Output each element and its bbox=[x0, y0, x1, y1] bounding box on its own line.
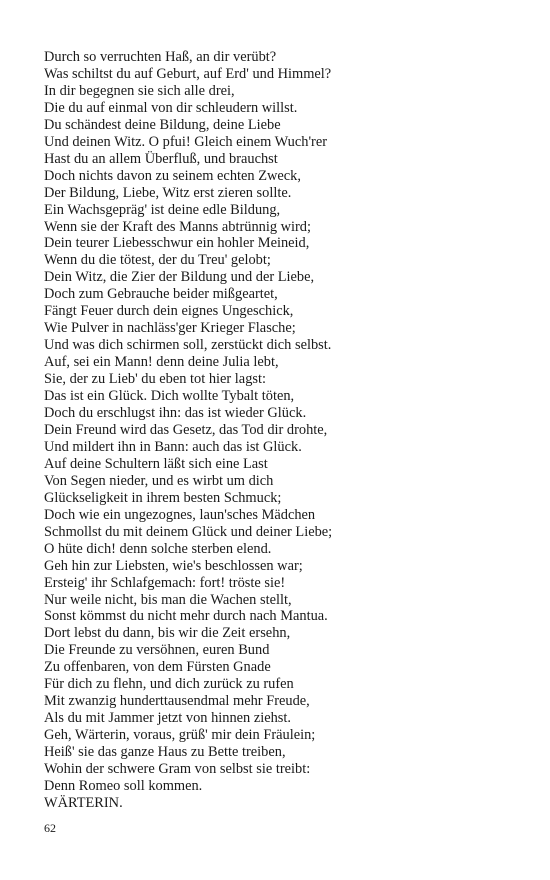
verse-line: Dort lebst du dann, bis wir die Zeit ersehn, bbox=[44, 625, 291, 642]
verse-line: Dein Witz, die Zier der Bildung und der Liebe, bbox=[44, 269, 315, 286]
verse-line: Durch so verruchten Haß, an dir verübt? bbox=[44, 49, 277, 65]
verse-line: Wenn sie der Kraft des Manns abtrünnig wird; bbox=[44, 218, 311, 235]
verse-line: Von Segen nieder, und es wirbt um dich bbox=[44, 472, 274, 489]
verse-line: Doch wie ein ungezognes, laun'sches Mädchen bbox=[44, 506, 316, 523]
verse-line: Ersteig' ihr Schlafgemach: fort! tröste sie! bbox=[44, 574, 286, 591]
verse-line: Denn Romeo soll kommen. bbox=[44, 777, 203, 794]
verse-line: Sie, der zu Lieb' du eben tot hier lagst: bbox=[44, 371, 266, 388]
verse-line: Du schändest deine Bildung, deine Liebe bbox=[44, 116, 281, 133]
verse-line: Das ist ein Glück. Dich wollte Tybalt töten, bbox=[44, 388, 295, 405]
verse-line: Glückseligkeit in ihrem besten Schmuck; bbox=[44, 489, 282, 506]
verse-line: Wenn du die tötest, der du Treu' gelobt; bbox=[44, 252, 271, 269]
page-number: 62 bbox=[44, 821, 56, 835]
verse-line: Geh, Wärterin, voraus, grüß' mir dein Fräulein; bbox=[44, 727, 316, 744]
verse-line: Schmollst du mit deinem Glück und deiner Liebe; bbox=[44, 523, 333, 540]
verse-line: O hüte dich! denn solche sterben elend. bbox=[44, 540, 272, 557]
verse-line: Sonst kömmst du nicht mehr durch nach Mantua. bbox=[44, 608, 328, 625]
verse-line: Der Bildung, Liebe, Witz erst zieren sollte. bbox=[44, 184, 292, 201]
verse-line: Doch nichts davon zu seinem echten Zweck, bbox=[44, 167, 301, 184]
verse-line: Und mildert ihn in Bann: auch das ist Glück. bbox=[44, 438, 302, 455]
verse-line: Wie Pulver in nachläss'ger Krieger Flasche; bbox=[44, 320, 296, 337]
verse-line: Auf deine Schultern läßt sich eine Last bbox=[44, 455, 268, 472]
verse-line: Ein Wachsgepräg' ist deine edle Bildung, bbox=[44, 201, 281, 218]
verse-line: Doch du erschlugst ihn: das ist wieder Glück. bbox=[44, 405, 307, 422]
verse-line: Dein teurer Liebesschwur ein hohler Meineid, bbox=[44, 235, 310, 252]
verse-line: Nur weile nicht, bis man die Wachen stellt, bbox=[44, 591, 292, 608]
verse-line: Die du auf einmal von dir schleudern willst. bbox=[44, 99, 298, 116]
verse-line: Und deinen Witz. O pfui! Gleich einem Wuch'rer bbox=[44, 133, 328, 150]
verse-line: Heiß' sie das ganze Haus zu Bette treiben, bbox=[44, 744, 286, 761]
verse-line: Mit zwanzig hunderttausendmal mehr Freude, bbox=[44, 693, 310, 710]
verse-line: Auf, sei ein Mann! denn deine Julia lebt, bbox=[44, 354, 279, 371]
verse-text bbox=[44, 49, 524, 812]
verse-line: Die Freunde zu versöhnen, euren Bund bbox=[44, 642, 270, 659]
verse-line: Was schiltst du auf Geburt, auf Erd' und Himmel? bbox=[44, 65, 332, 82]
verse-line: Dein Freund wird das Gesetz, das Tod dir drohte, bbox=[44, 421, 328, 438]
verse-line: Wohin der schwere Gram von selbst sie treibt: bbox=[44, 761, 311, 778]
verse-line: Und was dich schirmen soll, zerstückt dich selbst. bbox=[44, 337, 332, 354]
verse-line: Als du mit Jammer jetzt von hinnen ziehst. bbox=[44, 710, 291, 727]
verse-line: Fängt Feuer durch dein eignes Ungeschick, bbox=[44, 303, 294, 320]
verse-line: Hast du an allem Überfluß, und brauchst bbox=[44, 150, 278, 167]
verse-line: Geh hin zur Liebsten, wie's beschlossen war; bbox=[44, 557, 303, 574]
verse-line: In dir begegnen sie sich alle drei, bbox=[44, 82, 235, 99]
verse-line: Zu offenbaren, von dem Fürsten Gnade bbox=[44, 659, 271, 676]
verse-line: Für dich zu flehn, und dich zurück zu rufen bbox=[44, 676, 294, 693]
verse-line: WÄRTERIN. bbox=[44, 794, 123, 811]
verse-line: Doch zum Gebrauche beider mißgeartet, bbox=[44, 286, 278, 303]
